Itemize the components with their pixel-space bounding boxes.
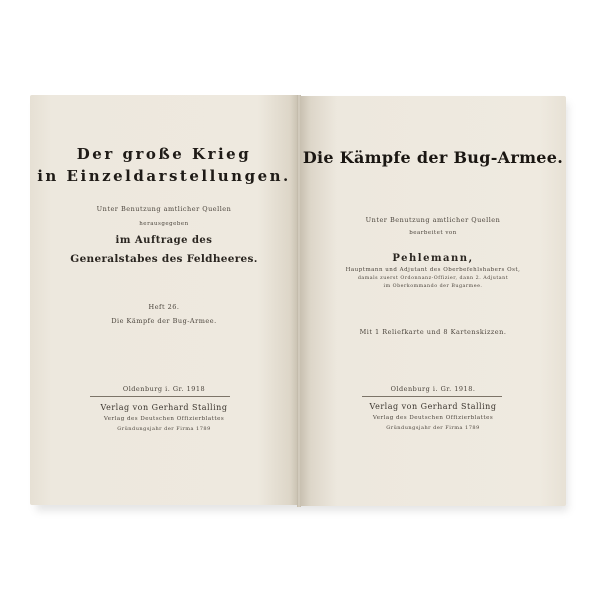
left-subtitle: Die Kämpfe der Bug-Armee. bbox=[111, 317, 217, 325]
left-rule-top bbox=[90, 396, 230, 397]
left-founded: Gründungsjahr der Firma 1789 bbox=[117, 426, 211, 432]
left-heft: Heft 26. bbox=[148, 303, 180, 311]
right-author-role: Hauptmann und Adjutant des Oberbefehlshabers Ost, bbox=[345, 267, 521, 273]
right-publisher1: Verlag von Gerhard Stalling bbox=[369, 402, 497, 411]
left-place-date: Oldenburg i. Gr. 1918 bbox=[122, 385, 206, 393]
left-auftrage: im Auftrage des bbox=[115, 235, 213, 246]
right-sources: Unter Benutzung amtlicher Quellen bbox=[365, 216, 501, 224]
left-publisher2: Verlag des Deutschen Offizierblattes bbox=[103, 416, 225, 422]
right-author: Pehlemann, bbox=[392, 253, 474, 264]
right-page bbox=[300, 96, 566, 506]
right-author-role2: damals zuerst Ordonnanz-Offizier, dann 2. Adjutant bbox=[357, 276, 509, 281]
right-publisher2: Verlag des Deutschen Offizierblattes bbox=[372, 415, 494, 421]
right-edited: bearbeitet von bbox=[409, 230, 457, 236]
left-title-line1: Der große Krieg bbox=[76, 145, 252, 163]
right-author-role3: im Oberkommando der Bugarmee. bbox=[383, 284, 483, 289]
left-sources: Unter Benutzung amtlicher Quellen bbox=[96, 205, 232, 213]
right-rule-top bbox=[362, 396, 502, 397]
right-title: Die Kämpfe der Bug-Armee. bbox=[302, 148, 564, 167]
right-founded: Gründungsjahr der Firma 1789 bbox=[386, 425, 480, 431]
left-published: herausgegeben bbox=[139, 221, 189, 227]
left-publisher1: Verlag von Gerhard Stalling bbox=[100, 403, 228, 412]
right-place-date: Oldenburg i. Gr. 1918. bbox=[390, 385, 476, 393]
left-page bbox=[30, 95, 298, 505]
right-maps: Mit 1 Reliefkarte und 8 Kartenskizzen. bbox=[359, 328, 507, 336]
left-generalstab: Generalstabes des Feldheeres. bbox=[70, 253, 258, 265]
open-book bbox=[30, 95, 568, 507]
left-title-line2: in Einzeldarstellungen. bbox=[37, 167, 291, 185]
